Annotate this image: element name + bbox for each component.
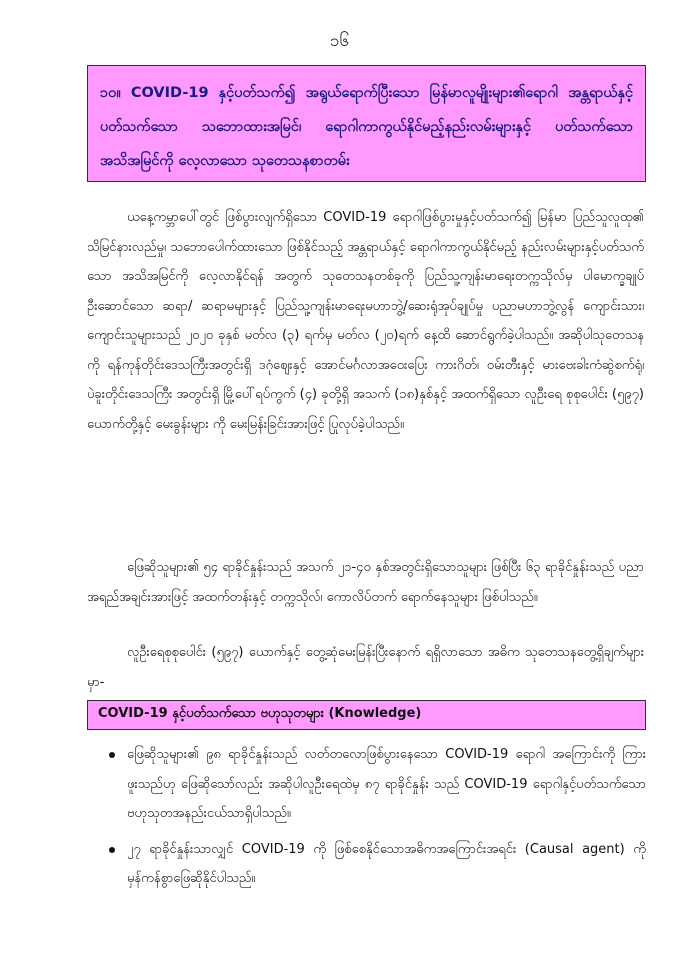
list-item-text: ၂၇ ရာခိုင်နှုန်းသာလျှင် COVID-19 ကို ဖြစ်စေနိုင်သောအဓိကအကြောင်းအရင်း (Causal agent) ကို မှန်ကန်စွာဖြေဆိုနိုင်ပါသည်။ — [127, 841, 646, 886]
bullet-icon — [109, 847, 115, 853]
list-item-text: ဖြေဆိုသူများ၏ ၉၈ ရာခိုင်နှုန်းသည် လတ်တလောဖြစ်ပွားနေသော COVID-19 ရောဂါ အကြောင်းကို ကြားဖူးသည်ဟု ဖြေဆိုသော်လည်း အဆိုပါလူဦးရေထဲမှ ၈၇ ရာခိုင်နှုန်း သည် COVID-19 ရောဂါနှင့်ပတ်သက်သော ဗဟုသုတအနည်းငယ်သာရှိပါသည်။ — [127, 747, 646, 821]
title-box — [87, 65, 646, 182]
list-item — [87, 740, 646, 829]
list-item — [87, 835, 646, 894]
paragraph-intro: ယနေ့ကမ္ဘာပေါ်တွင် ဖြစ်ပွားလျက်ရှိသော COVID-19 ရောဂါဖြစ်ပွားမှုနှင့်ပတ်သက်၍ မြန်မာ ပြည်သူလူထု၏ သိမြင်နားလည်မှု၊ သဘောပေါက်ထားသော ဖြစ်နိုင်သည့် အန္တရာယ်နှင့် ရောဂါကာကွယ်နိုင်မည့် နည်းလမ်းများနှင့်ပတ်သက်သော အသိအမြင်ကို လေ့လာနိုင်ရန် အတွက် သုတေသနတစ်ခုကို ပြည်သူ့ကျန်းမာရေးတက္ကသိုလ်မှ ပါမောက္ခချုပ်ဦးဆောင်သော ဆရာ/ ဆရာမများနှင့် ပြည်သူ့ကျန်းမာရေးမဟာဘွဲ့/ဆေးရုံအုပ်ချုပ်မှု ပညာမဟာဘွဲ့လွန် ကျောင်းသား၊ ကျောင်းသူများသည် ၂၀၂၀ ခုနှစ် မတ်လ (၃) ရက်မှ မတ်လ (၂၀)ရက် နေ့ထိ ဆောင်ရွက်ခဲ့ပါသည်။ အဆိုပါသုတေသနကို ရန်ကုန်တိုင်းဒေသကြီးအတွင်းရှိ ဒဂုံဈေးနှင့် အောင်မင်္ဂလာအဝေးပြေး ကားဂိတ်၊ ဝမ်းတီးနှင့် မားဗေးခါးကံဆွဲစက်ရုံ၊ ပဲခူးတိုင်းဒေသကြီး အတွင်းရှိ မြို့ပေါ်ရပ်ကွက် (၄) ခုတို့ရှိ အသက် (၁၈)နှစ်နှင့် အထက်ရှိသော လူဦးရေ စုစုပေါင်း (၅၉၇) ယောက်တို့နှင့် မေးခွန်းများ ကို မေးမြန်းခြင်းအားဖြင့် ပြုလုပ်ခဲ့ပါသည်။ — [87, 210, 644, 432]
page-number: ၁၆ — [329, 31, 350, 51]
paragraph-demographics: ဖြေဆိုသူများ၏ ၅၄ ရာခိုင်နှုန်းသည် အသက် ၂၁-၄၀ နှစ်အတွင်းရှိသောသူများ ဖြစ်ပြီး ၆၃ ရာခိုင်နှုန်းသည် ပညာအရည်အချင်းအားဖြင့် အထက်တန်းနှင့် တက္ကသိုလ်၊ ကောလိပ်တက် ရောက်နေသူများ ဖြစ်ပါသည်။ — [87, 560, 644, 605]
paragraph-findings-lead: လူဦးရေစုစုပေါင်း (၅၉၇) ယောက်နှင့် တွေ့ဆုံမေးမြန်းပြီးနောက် ရရှိလာသော အဓိက သုတေသနတွေ့ရှိချက်များမှာ- — [87, 645, 644, 690]
page-title: ၁၀။ COVID-19 နှင့်ပတ်သက်၍ အရွယ်ရောက်ပြီးသော မြန်မာလူမျိုးများ၏ရောဂါ အန္တရာယ်နှင့်ပတ်သက်သော သဘောထားအမြင်၊ ရောဂါကာကွယ်နိုင်မည့်နည်းလမ်းများနှင့် ပတ်သက်သော အသိအမြင်ကို လေ့လာသော သုတေသနစာတမ်း — [100, 85, 633, 169]
bullet-icon — [109, 752, 115, 758]
section-heading-knowledge: COVID-19 နှင့်ပတ်သက်သော ဗဟုသုတများ (Knowledge) — [87, 700, 646, 730]
findings-list — [87, 740, 646, 900]
